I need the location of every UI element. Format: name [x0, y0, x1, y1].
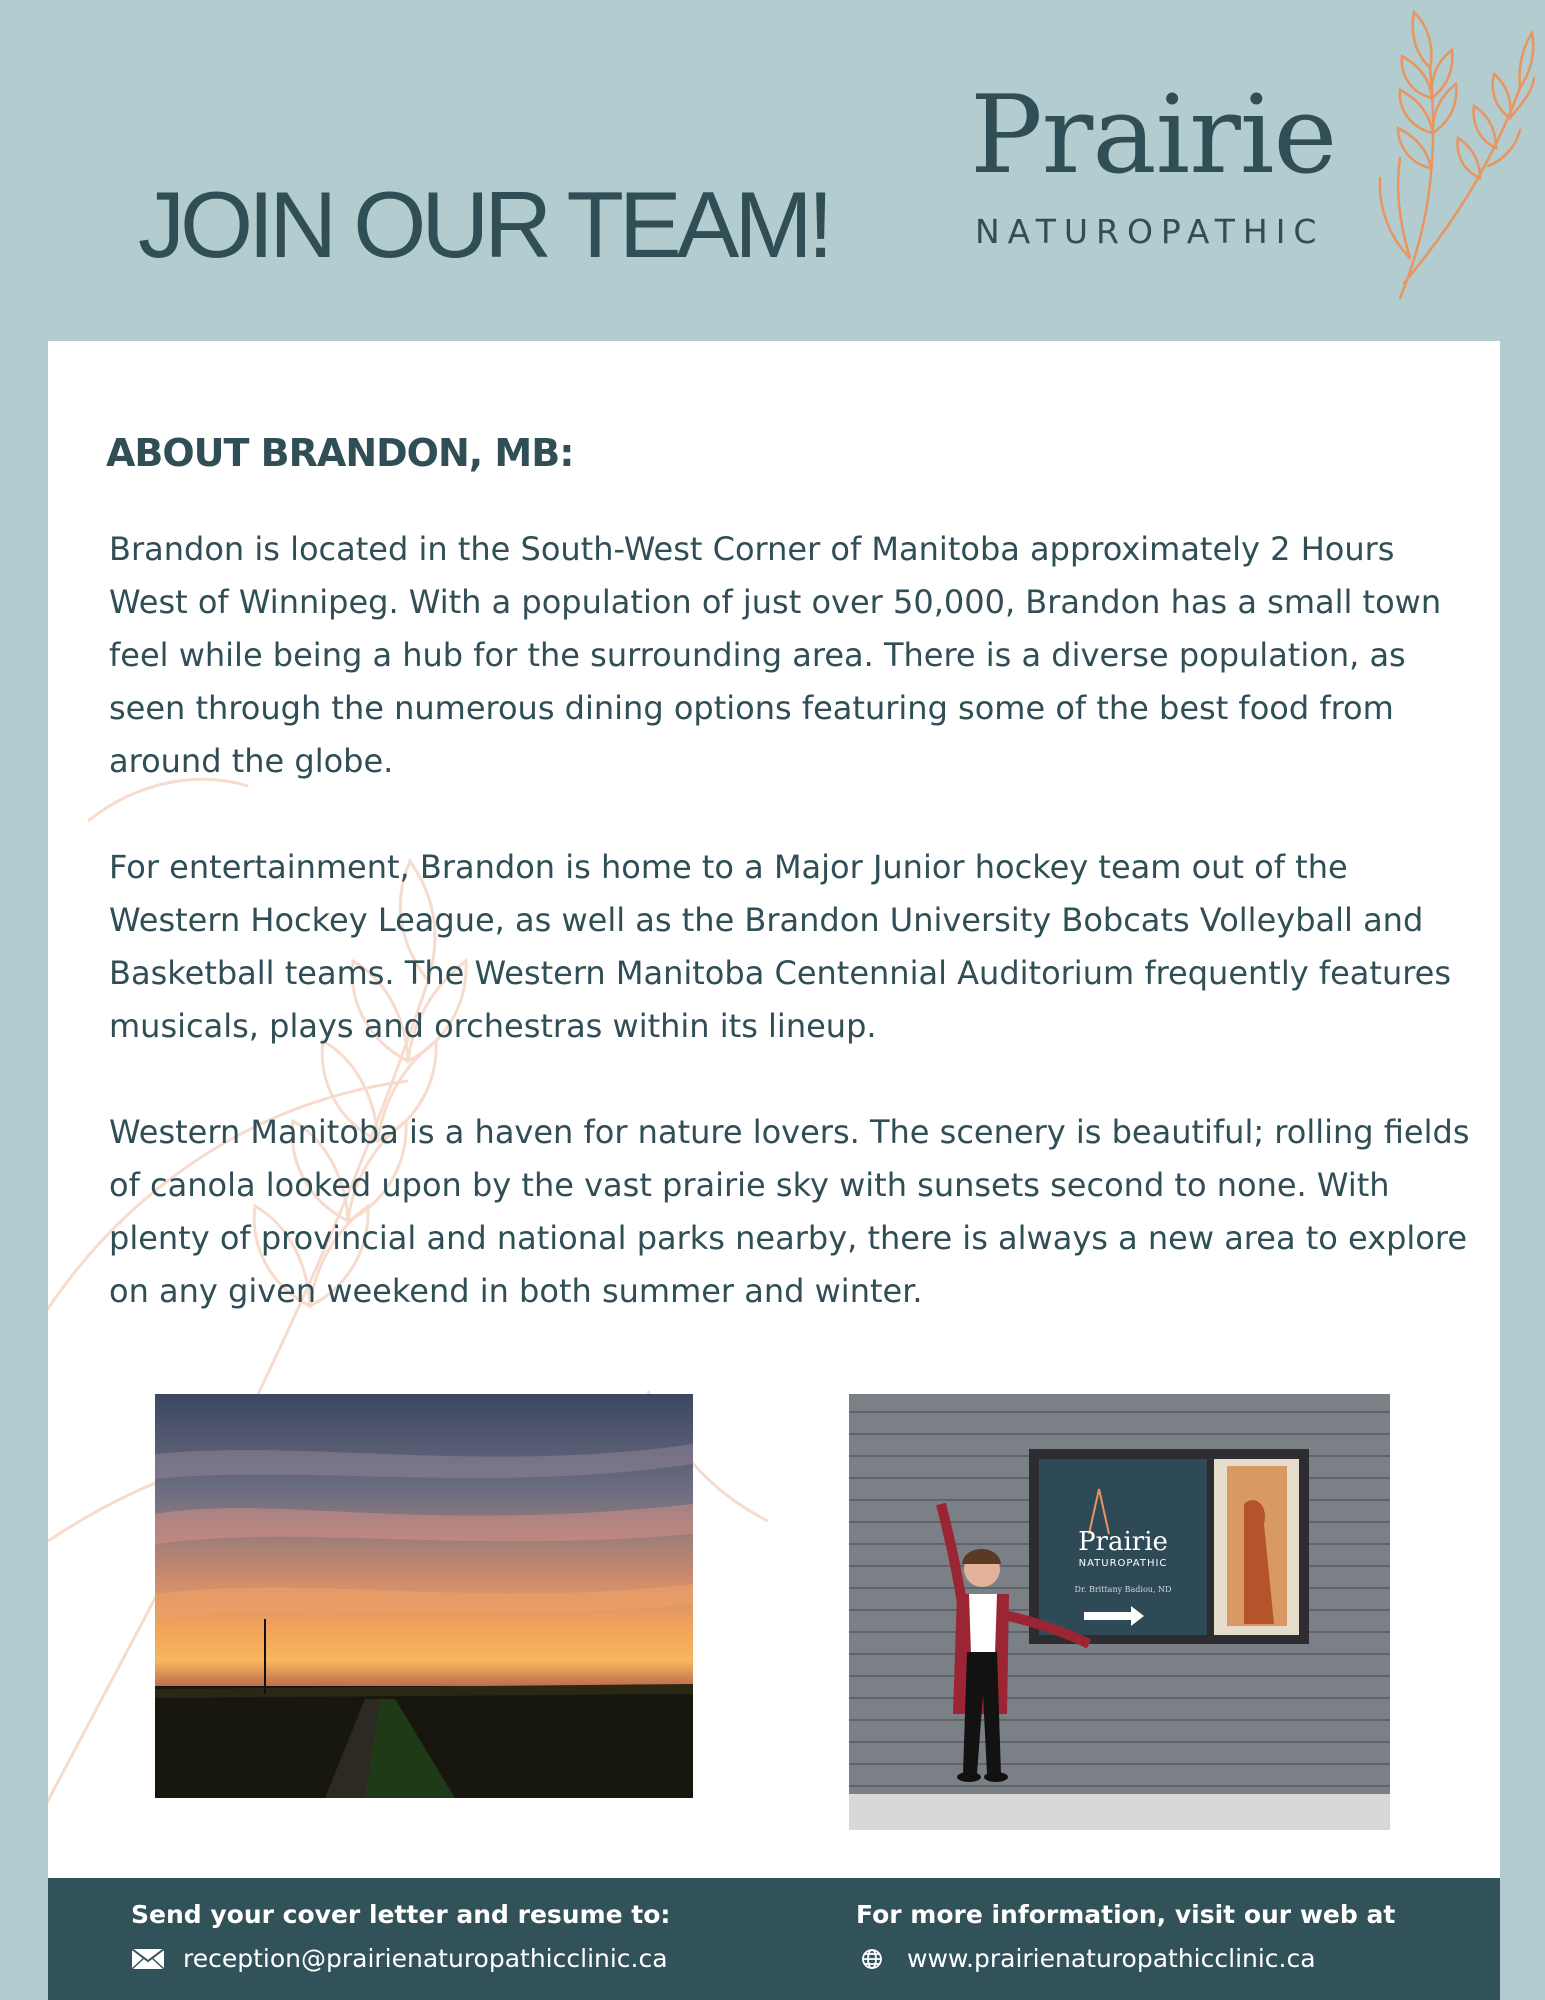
paragraph-entertainment: For entertainment, Brandon is home to a Major Junior hockey team out of the Western Hockey League, as well as the Brandon University Bobcats Volleyball and Basketball teams. The Western Manitoba Centennial Auditorium frequently features musicals, plays and orchestras within its lineup.: [109, 848, 1452, 1045]
paragraph-location: Brandon is located in the South-West Corner of Manitoba approximately 2 Hours West of Winnipeg. With a population of just over 50,000, Brandon has a small town feel while being a hub for the surrounding area. There is a diverse population, as seen through the numerous dining options featuring some of the best food from around the globe.: [109, 530, 1442, 780]
paragraph-nature: Western Manitoba is a haven for nature lovers. The scenery is beautiful; rolling fields of canola looked upon by the vast prairie sky with sunsets second to none. With plenty of provincial and national parks nearby, there is always a new area to explore on any given weekend in both summer and winter.: [109, 1113, 1470, 1310]
logo-name: Prairie: [970, 73, 1337, 198]
content-card: [48, 341, 1500, 1878]
globe-icon: [861, 1948, 883, 1970]
sign-doctor-name: Dr. Brittany Badiou, ND: [1074, 1585, 1172, 1594]
wheat-logo-icon: [1370, 8, 1535, 303]
send-label: Send your cover letter and resume to:: [131, 1900, 671, 1929]
section-title: ABOUT BRANDON, MB:: [106, 431, 574, 475]
footer: [48, 1878, 1500, 2000]
sunset-photo: [155, 1394, 693, 1798]
logo-subtitle: NATUROPATHIC: [975, 212, 1325, 251]
page-heading: JOIN OUR TEAM!: [138, 172, 829, 277]
clinic-sign-photo: [849, 1394, 1390, 1830]
envelope-icon: [131, 1948, 165, 1970]
website-link[interactable]: www.prairienaturopathicclinic.ca: [907, 1944, 1316, 1973]
sign-logo-name: Prairie: [1078, 1527, 1168, 1557]
email-line: [131, 1944, 668, 1973]
website-line: [861, 1944, 1316, 1973]
sign-logo-subtitle: NATUROPATHIC: [1078, 1558, 1168, 1569]
info-label: For more information, visit our web at: [856, 1900, 1396, 1929]
email-link[interactable]: reception@prairienaturopathicclinic.ca: [183, 1944, 668, 1973]
